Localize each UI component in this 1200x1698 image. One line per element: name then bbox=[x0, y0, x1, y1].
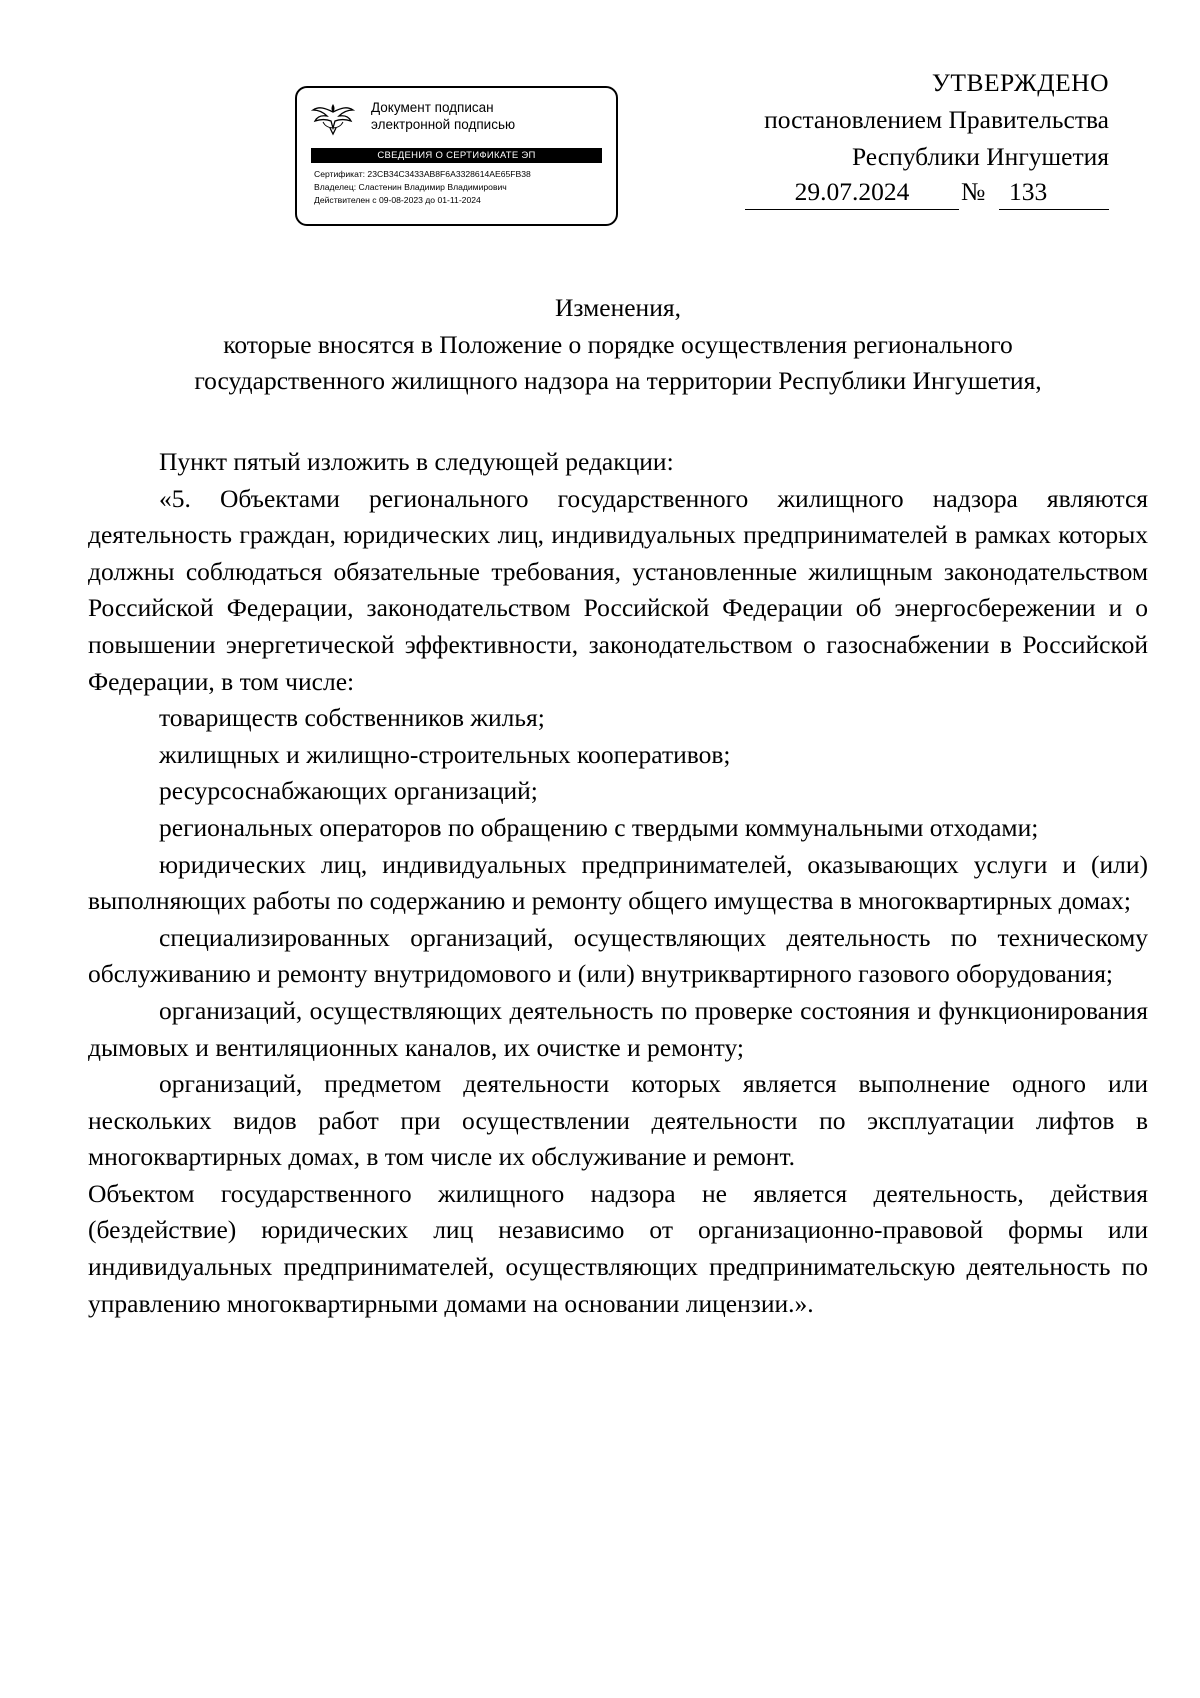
e-signature-stamp bbox=[295, 86, 618, 226]
stamp-certificate-info bbox=[314, 168, 531, 207]
stamp-title bbox=[371, 100, 606, 133]
approval-line-2: Республики Ингушетия bbox=[851, 142, 1109, 171]
approval-number-sign: № bbox=[961, 177, 986, 206]
stamp-title-line-2: электронной подписью bbox=[371, 116, 516, 132]
body-list-item: товариществ собственников жилья; bbox=[159, 703, 545, 733]
stamp-certificate-bar: СВЕДЕНИЯ О СЕРТИФИКАТЕ ЭП bbox=[311, 148, 602, 163]
heading-line-3: государственного жилищного надзора на территории Республики Ингушетия, bbox=[194, 366, 1042, 395]
approval-date: 29.07.2024 bbox=[745, 175, 959, 210]
body-paragraph: Объектом государственного жилищного надзора не является деятельность, действия (бездействие) юридических лиц независимо от организационно-правовой формы или индивидуальных предпринимателей, осуществляющих предпринимательскую деятельность по управлению многоквартирными домами на основании лицензии.». bbox=[88, 1178, 1148, 1318]
document-body bbox=[88, 444, 1148, 1322]
approval-number: 133 bbox=[999, 175, 1109, 210]
body-list-item: организаций, предметом деятельности которых является выполнение одного или нескольких видов работ при осуществлении деятельности по эксплуатации лифтов в многоквартирных домах, в том числе их обслуживание и ремонт. bbox=[88, 1069, 1148, 1172]
body-paragraph: Пункт пятый изложить в следующей редакции: bbox=[159, 447, 674, 476]
body-list-item: организаций, осуществляющих деятельность по проверке состояния и функционирования дымовых и вентиляционных каналов, их очистке и ремонту; bbox=[88, 995, 1148, 1062]
approval-block bbox=[689, 64, 1109, 212]
approval-line-1: постановлением Правительства bbox=[764, 105, 1109, 134]
document-heading bbox=[88, 290, 1148, 400]
approval-title: УТВЕРЖДЕНО bbox=[931, 68, 1109, 97]
body-list-item: региональных операторов по обращению с твердыми коммунальными отходами; bbox=[159, 812, 1039, 842]
body-list-item: юридических лиц, индивидуальных предпринимателей, оказывающих услуги и (или) выполняющих работы по содержанию и ремонту общего имущества в многоквартирных домах; bbox=[88, 849, 1148, 916]
approval-date-line bbox=[689, 175, 1109, 212]
stamp-certificate-number: Сертификат: 23CB34C3433AB8F6A3328614AE65FB38 bbox=[314, 169, 531, 179]
body-list-item: жилищных и жилищно-строительных кооперативов; bbox=[159, 739, 731, 769]
heading-line-2: которые вносятся в Положение о порядке осуществления регионального bbox=[223, 329, 1013, 359]
eagle-emblem-icon bbox=[311, 98, 355, 138]
stamp-owner: Владелец: Сластенин Владимир Владимирович bbox=[314, 182, 507, 192]
body-list-item: специализированных организаций, осуществляющих деятельность по техническому обслуживанию и ремонту внутридомового и (или) внутриквартирного газового оборудования; bbox=[88, 922, 1148, 989]
stamp-validity: Действителен с 09-08-2023 до 01-11-2024 bbox=[314, 195, 481, 205]
body-list-item: ресурсоснабжающих организаций; bbox=[159, 776, 538, 806]
body-paragraph: «5. Объектами регионального государственного жилищного надзора являются деятельность граждан, юридических лиц, индивидуальных предпринимателей в рамках которых должны соблюдаться обязательные требования, установленные жилищным законодательством Российской Федерации, законодательством Российской Федерации об энергосбережении и о повышении энергетической эффективности, законодательством о газоснабжении в Российской Федерации, в том числе: bbox=[88, 483, 1148, 696]
heading-line-1: Изменения, bbox=[555, 293, 681, 322]
stamp-title-line-1: Документ подписан bbox=[371, 100, 494, 115]
